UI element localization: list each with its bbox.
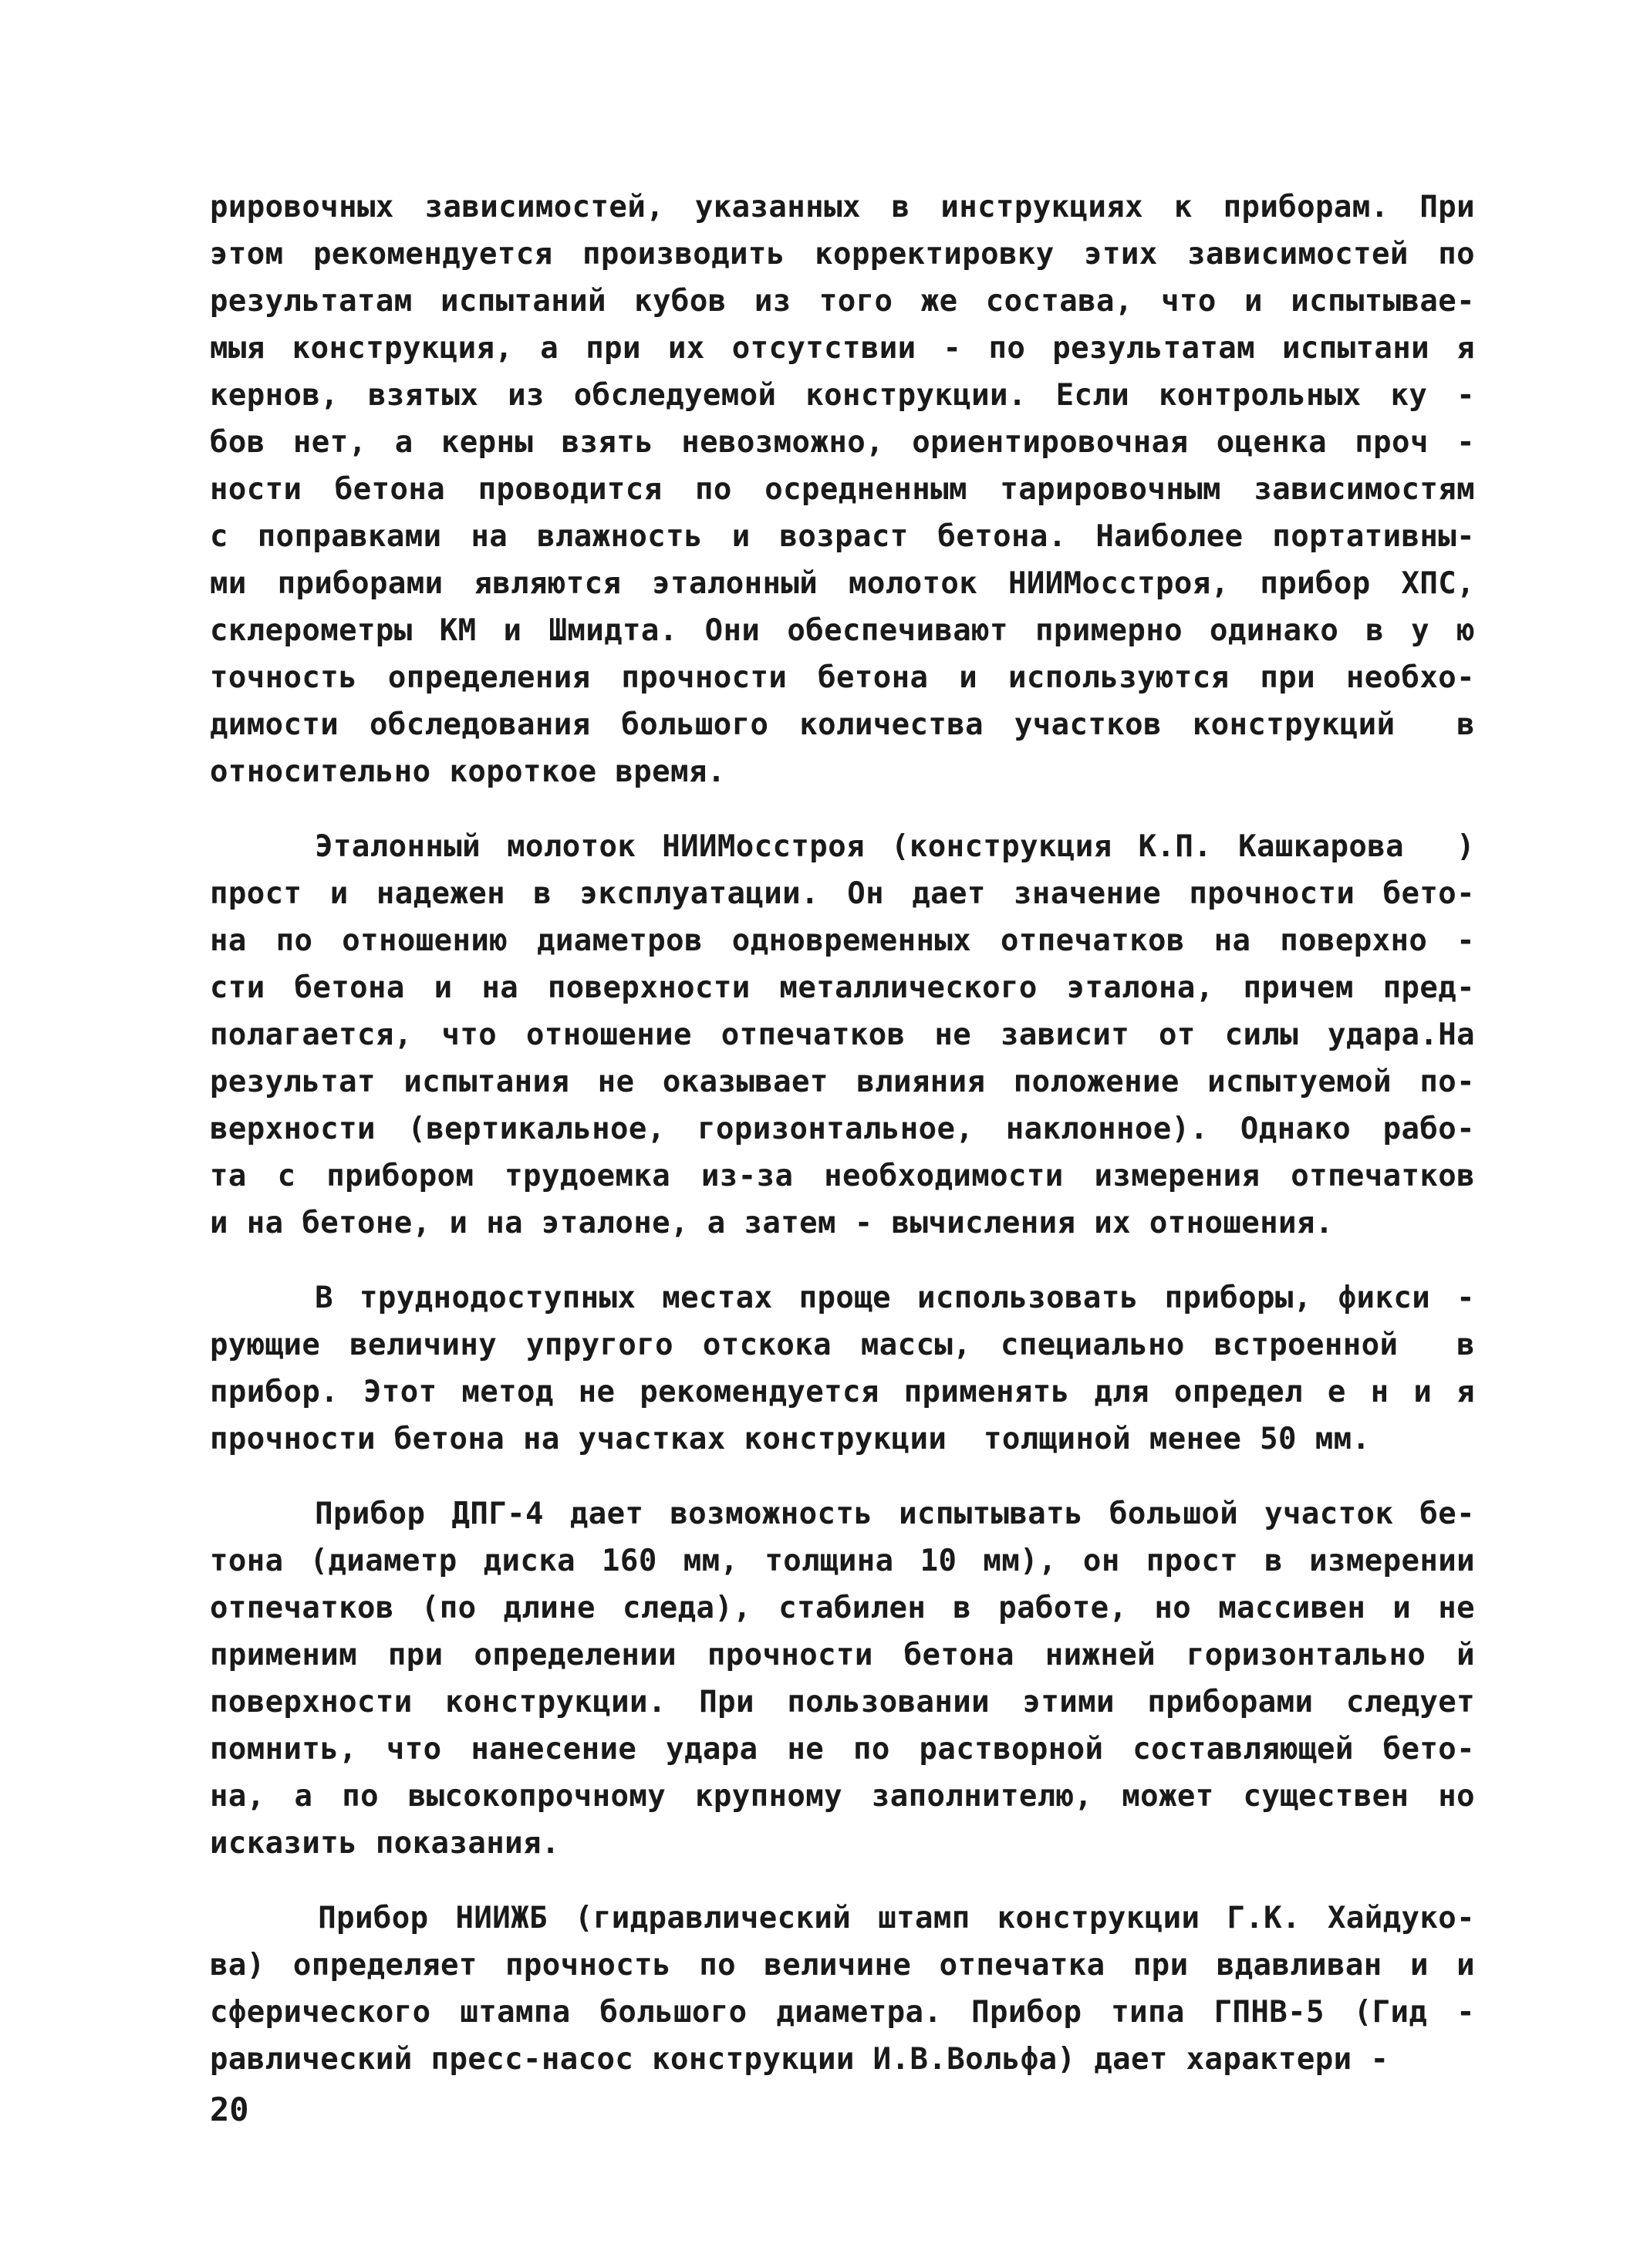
text-line: этом рекомендуется производить корректировку этих зависимостей по <box>210 237 1475 272</box>
text-line: тона (диаметр диска 160 мм, толщина 10 мм), он прост в измерении <box>210 1544 1475 1578</box>
text-line: склерометры КМ и Шмидта. Они обеспечивают примерно одинако в у ю <box>210 613 1475 648</box>
text-line: и на бетоне, и на эталоне, а затем - вычисления их отношения. <box>210 1206 1334 1240</box>
paragraph <box>210 1274 1475 1463</box>
text-line: Прибор НИИЖБ (гидравлический штамп конструкции Г.К. Хайдуко- <box>210 1901 1475 1936</box>
text-line: точность определения прочности бетона и используются при необхо- <box>210 660 1475 695</box>
text-line: бов нет, а керны взять невозможно, ориентировочная оценка проч - <box>210 425 1475 460</box>
text-line: димости обследования большого количества участков конструкций в <box>210 707 1475 742</box>
text-line: Прибор ДПГ-4 дает возможность испытывать большой участок бе- <box>210 1497 1475 1531</box>
text-line: прибор. Этот метод не рекомендуется применять для определ е н и я <box>210 1375 1475 1409</box>
text-line: на, а по высокопрочному крупному заполнителю, может существен но <box>210 1779 1475 1814</box>
text-line: прочности бетона на участках конструкции толщиной менее 50 мм. <box>210 1422 1371 1456</box>
text-line: применим при определении прочности бетона нижней горизонтально й <box>210 1638 1475 1672</box>
text-line: прост и надежен в эксплуатации. Он дает значение прочности бето- <box>210 876 1475 911</box>
text-line: относительно короткое время. <box>210 754 726 789</box>
page-number: 20 <box>210 2091 249 2128</box>
text-line: Эталонный молоток НИИМосстроя (конструкция К.П. Кашкарова ) <box>210 829 1475 864</box>
text-line: на по отношению диаметров одновременных отпечатков на поверхно - <box>210 923 1475 958</box>
text-line: та с прибором трудоемка из-за необходимости измерения отпечатков <box>210 1159 1475 1193</box>
text-line: поверхности конструкции. При пользовании этими приборами следует <box>210 1685 1475 1720</box>
text-line: рующие величину упругого отскока массы, специально встроенной в <box>210 1328 1475 1362</box>
text-line: результатам испытаний кубов из того же состава, что и испытывае- <box>210 284 1475 319</box>
text-line: с поправками на влажность и возраст бетона. Наиболее портативны- <box>210 519 1475 554</box>
text-line: мыя конструкция, а при их отсутствии - по результатам испытани я <box>210 331 1475 366</box>
text-line: В труднодоступных местах проще использовать приборы, фикси - <box>210 1281 1475 1315</box>
text-line: рировочных зависимостей, указанных в инструкциях к приборам. При <box>210 190 1475 224</box>
text-line: сферического штампа большого диаметра. Прибор типа ГПНВ-5 (Гид - <box>210 1995 1475 2030</box>
text-line: ности бетона проводится по осредненным тарировочным зависимостям <box>210 472 1475 507</box>
text-line: ва) определяет прочность по величине отпечатка при вдавливан и и <box>210 1948 1475 1983</box>
paragraph <box>210 184 1475 795</box>
text-line: исказить показания. <box>210 1826 560 1861</box>
text-line: результат испытания не оказывает влияния положение испытуемой по- <box>210 1065 1475 1099</box>
text-line: кернов, взятых из обследуемой конструкции. Если контрольных ку - <box>210 378 1475 413</box>
text-line: полагается, что отношение отпечатков не зависит от силы удара.На <box>210 1018 1475 1052</box>
body-text <box>210 184 1475 2111</box>
paragraph <box>210 823 1475 1247</box>
text-line: ми приборами являются эталонный молоток НИИМосстроя, прибор ХПС, <box>210 566 1475 601</box>
text-line: помнить, что нанесение удара не по растворной составляющей бето- <box>210 1732 1475 1767</box>
text-line: верхности (вертикальное, горизонтальное, наклонное). Однако рабо- <box>210 1112 1475 1146</box>
text-line: сти бетона и на поверхности металлического эталона, причем пред- <box>210 970 1475 1005</box>
text-line: отпечатков (по длине следа), стабилен в работе, но массивен и не <box>210 1591 1475 1625</box>
paragraph <box>210 1490 1475 1867</box>
text-line: равлический пресс-насос конструкции И.В.Вольфа) дает характери - <box>210 2042 1389 2077</box>
paragraph <box>210 1895 1475 2083</box>
